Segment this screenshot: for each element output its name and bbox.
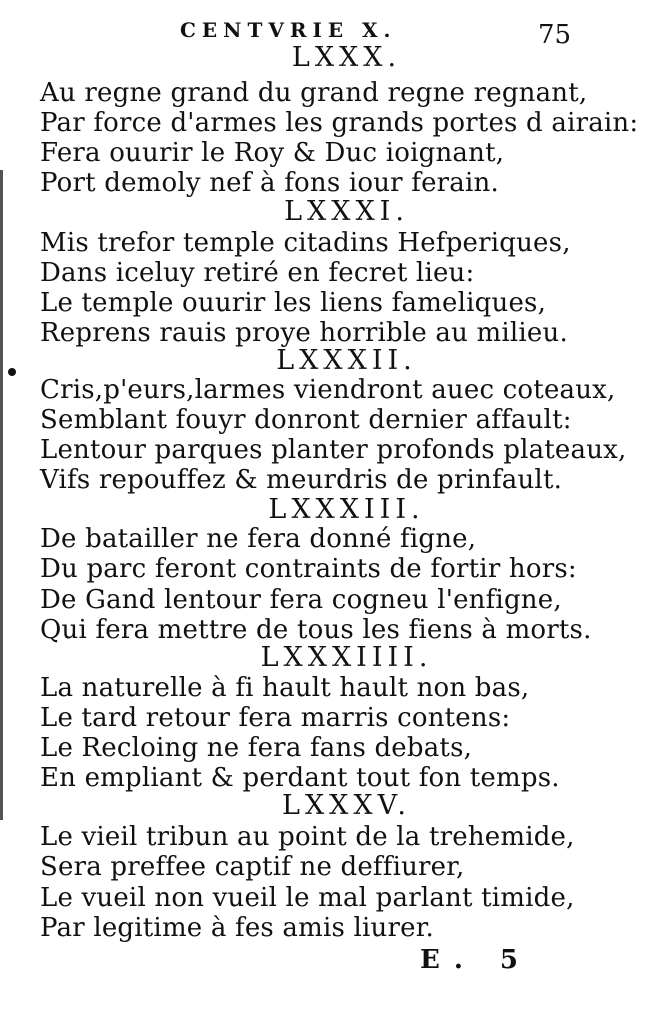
verse-line: Port demoly nef à fons iour ferain. [40, 168, 499, 198]
verse-line: Le temple ouurir les liens fameliques, [40, 288, 547, 318]
quatrain-heading: LXXXI. [284, 196, 409, 227]
signature-mark: E. 5 [420, 945, 533, 975]
verse-line: Vifs repouffez & meurdris de prinfault. [40, 465, 563, 495]
verse-line: Mis trefor temple citadins Hefperiques, [40, 228, 571, 258]
verse-line: Sera preffee captif ne deffiurer, [40, 852, 465, 882]
verse-line: Semblant fouyr donront dernier affault: [40, 405, 572, 435]
verse-line: Cris,p'eurs,larmes viendront auec coteaux, [40, 375, 616, 405]
page-number: 75 [538, 20, 572, 50]
quatrain-heading: LXXXIII. [268, 494, 425, 525]
verse-line: La naturelle à fi hault hault non bas, [40, 673, 530, 703]
quatrain-heading: LXXXV. [282, 790, 411, 821]
quatrain-heading: LXXXII. [276, 345, 417, 376]
verse-line: En empliant & perdant tout fon temps. [40, 763, 560, 793]
running-head: CENTVRIE X. [180, 18, 397, 42]
verse-line: Dans iceluy retiré en fecret lieu: [40, 258, 475, 288]
verse-line: Le tard retour fera marris contens: [40, 703, 511, 733]
quatrain-heading: LXXX. [291, 42, 402, 73]
verse-line: Qui fera mettre de tous les fiens à morts. [40, 615, 592, 645]
verse-line: Le Recloing ne fera fans debats, [40, 733, 473, 763]
quatrain-heading: LXXXIIII. [260, 642, 433, 673]
verse-line: Le vueil non vueil le mal parlant timide, [40, 883, 575, 913]
verse-line: Fera ouurir le Roy & Duc ioignant, [40, 138, 505, 168]
verse-line: De Gand lentour fera cogneu l'enfigne, [40, 585, 562, 615]
verse-line: Du parc feront contraints de fortir hors: [40, 554, 577, 584]
verse-line: De batailler ne fera donné figne, [40, 524, 477, 554]
verse-line: Lentour parques planter profonds plateaux, [40, 435, 627, 465]
verse-line: Le vieil tribun au point de la trehemide, [40, 822, 575, 852]
verse-line: Par legitime à fes amis liurer. [40, 913, 434, 943]
verse-line: Reprens rauis proye horrible au milieu. [40, 318, 568, 348]
verse-line: Par force d'armes les grands portes d airain: [40, 108, 639, 138]
verse-line: Au regne grand du grand regne regnant, [40, 78, 588, 108]
